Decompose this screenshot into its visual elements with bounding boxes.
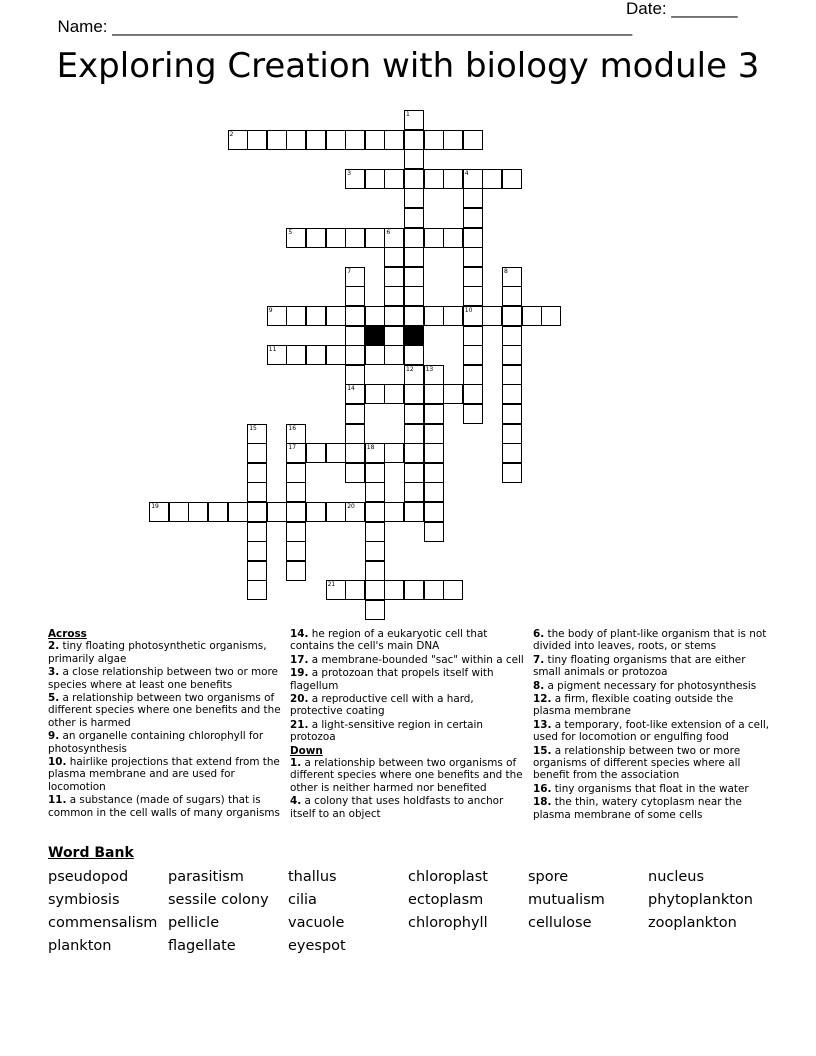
clue-number: 3 bbox=[347, 169, 352, 177]
crossword-cell[interactable] bbox=[502, 267, 522, 287]
crossword-cell[interactable] bbox=[384, 384, 404, 404]
crossword-cell[interactable] bbox=[443, 306, 463, 326]
crossword-cell[interactable] bbox=[247, 130, 267, 150]
clue-number: 14 bbox=[347, 385, 355, 393]
crossword-cell[interactable] bbox=[286, 228, 306, 248]
clue-across-3: 3. a close relationship between two or more species where at least one benefits bbox=[48, 666, 278, 691]
clue-number: 17 bbox=[288, 444, 297, 452]
crossword-cell[interactable] bbox=[169, 502, 189, 522]
crossword-cell[interactable] bbox=[345, 228, 365, 248]
crossword-cell[interactable] bbox=[228, 502, 248, 522]
crossword-cell[interactable] bbox=[502, 345, 522, 365]
crossword-cell[interactable] bbox=[463, 208, 483, 228]
word-bank-item: parasitism bbox=[168, 869, 244, 885]
crossword-cell[interactable] bbox=[404, 228, 424, 248]
crossword-cell[interactable] bbox=[463, 130, 483, 150]
clue-number: 16 bbox=[288, 424, 297, 432]
crossword-cell[interactable] bbox=[404, 130, 424, 150]
word-bank-item: zooplankton bbox=[648, 915, 737, 931]
crossword-cell[interactable] bbox=[267, 345, 287, 365]
crossword-cell[interactable] bbox=[424, 580, 444, 600]
clue-across-2: 2. tiny floating photosynthetic organisms, primarily algae bbox=[48, 640, 267, 665]
crossword-cell[interactable] bbox=[365, 463, 385, 483]
clue-number: 15 bbox=[249, 424, 257, 432]
clue-number: 7 bbox=[347, 267, 352, 275]
crossword-cell[interactable] bbox=[345, 424, 365, 444]
crossword-cell[interactable] bbox=[463, 247, 483, 267]
crossword-cell[interactable] bbox=[443, 228, 463, 248]
crossword-cell[interactable] bbox=[345, 443, 365, 463]
crossword-cell[interactable] bbox=[384, 326, 404, 346]
crossword-cell[interactable] bbox=[404, 306, 424, 326]
clue-across-5: 5. a relationship between two organisms of different species where one benefits and the other is harmed bbox=[48, 692, 281, 729]
crossword-cell[interactable] bbox=[247, 443, 267, 463]
crossword-cell[interactable] bbox=[345, 384, 365, 404]
clue-across-21: 21. a light-sensitive region in certain protozoa bbox=[290, 718, 483, 744]
crossword-cell[interactable] bbox=[345, 463, 365, 483]
crossword-cell[interactable] bbox=[424, 404, 444, 424]
crossword-cell[interactable] bbox=[365, 541, 385, 561]
crossword-cell[interactable] bbox=[345, 306, 365, 326]
crossword-cell[interactable] bbox=[424, 365, 444, 385]
crossword-cell[interactable] bbox=[424, 502, 444, 522]
crossword-cell[interactable] bbox=[345, 286, 365, 306]
crossword-cell[interactable] bbox=[404, 169, 424, 189]
crossword-cell[interactable] bbox=[424, 522, 444, 542]
crossword-cell[interactable] bbox=[404, 247, 424, 267]
crossword-cell[interactable] bbox=[404, 345, 424, 365]
crossword-cell[interactable] bbox=[247, 580, 267, 600]
crossword-cell[interactable] bbox=[345, 365, 365, 385]
crossword-cell[interactable] bbox=[463, 267, 483, 287]
crossword-cell[interactable] bbox=[384, 443, 404, 463]
word-bank-item: chloroplast bbox=[408, 869, 488, 885]
crossword-cell[interactable] bbox=[424, 443, 444, 463]
crossword-cell[interactable] bbox=[502, 424, 522, 444]
crossword-cell[interactable] bbox=[463, 365, 483, 385]
crossword-cell[interactable] bbox=[208, 502, 228, 522]
word-bank-item: spore bbox=[528, 869, 569, 885]
crossword-cell[interactable] bbox=[404, 580, 424, 600]
crossword-cell[interactable] bbox=[404, 384, 424, 404]
crossword-black-cell bbox=[404, 326, 424, 346]
word-bank-item: flagellate bbox=[168, 938, 236, 954]
page-title: Exploring Creation with biology module 3 bbox=[56, 46, 760, 86]
crossword-cell[interactable] bbox=[404, 502, 424, 522]
crossword-cell[interactable] bbox=[522, 306, 542, 326]
clue-down-6: 6. the body of plant-like organism that is not divided into leaves, roots, or stems bbox=[533, 628, 767, 653]
clue-number: 10 bbox=[464, 307, 473, 314]
crossword-cell[interactable] bbox=[326, 580, 346, 600]
crossword-cell[interactable] bbox=[502, 169, 522, 189]
clue-down-4: 4. a colony that uses holdfasts to anchor itself to an object bbox=[290, 795, 504, 820]
crossword-cell[interactable] bbox=[267, 130, 287, 150]
crossword-cell[interactable] bbox=[365, 502, 385, 522]
crossword-cell[interactable] bbox=[424, 424, 444, 444]
crossword-cell[interactable] bbox=[365, 580, 385, 600]
crossword-cell[interactable] bbox=[384, 130, 404, 150]
clue-number: 6 bbox=[386, 228, 391, 236]
crossword-cell[interactable] bbox=[286, 541, 306, 561]
clue-number: 9 bbox=[268, 307, 273, 314]
crossword-cell[interactable] bbox=[404, 188, 424, 208]
date-field: Date: _______ bbox=[626, 0, 738, 18]
crossword-cell[interactable] bbox=[345, 502, 365, 522]
clue-number: 5 bbox=[288, 228, 293, 236]
crossword-cell[interactable] bbox=[306, 306, 326, 326]
crossword-cell[interactable] bbox=[404, 365, 424, 385]
crossword-cell[interactable] bbox=[384, 580, 404, 600]
crossword-cell[interactable] bbox=[247, 463, 267, 483]
clue-across-14: 14. he region of a eukaryotic cell that contains the cell's main DNA bbox=[290, 628, 488, 653]
clue-down-13: 13. a temporary, foot-like extension of a cell, used for locomotion or engulfing food bbox=[533, 718, 770, 744]
crossword-cell[interactable] bbox=[326, 130, 346, 150]
crossword-cell[interactable] bbox=[306, 345, 326, 365]
word-bank-item: symbiosis bbox=[48, 892, 120, 908]
crossword-cell[interactable] bbox=[286, 130, 306, 150]
crossword-cell[interactable] bbox=[482, 306, 502, 326]
crossword-cell[interactable] bbox=[286, 502, 306, 522]
crossword-cell[interactable] bbox=[384, 228, 404, 248]
word-bank-item: sessile colony bbox=[168, 892, 269, 908]
crossword-cell[interactable] bbox=[286, 424, 306, 444]
clue-number: 12 bbox=[406, 365, 414, 373]
crossword-cell[interactable] bbox=[365, 306, 385, 326]
crossword-cell[interactable] bbox=[384, 502, 404, 522]
crossword-cell[interactable] bbox=[463, 384, 483, 404]
crossword-cell[interactable] bbox=[463, 169, 483, 189]
crossword-cell[interactable] bbox=[286, 345, 306, 365]
crossword-cell[interactable] bbox=[443, 384, 463, 404]
crossword-cell[interactable] bbox=[384, 286, 404, 306]
clue-number: 1 bbox=[406, 111, 410, 118]
clues-column-3 bbox=[533, 628, 771, 822]
crossword-cell[interactable] bbox=[247, 502, 267, 522]
clue-number: 18 bbox=[366, 444, 375, 452]
crossword-cell[interactable] bbox=[502, 306, 522, 326]
crossword-cell[interactable] bbox=[384, 247, 404, 267]
crossword-cell[interactable] bbox=[365, 169, 385, 189]
crossword-cell[interactable] bbox=[384, 306, 404, 326]
crossword-cell[interactable] bbox=[247, 541, 267, 561]
crossword-cell[interactable] bbox=[326, 502, 346, 522]
crossword-cell[interactable] bbox=[365, 345, 385, 365]
crossword-cell[interactable] bbox=[326, 306, 346, 326]
crossword-cell[interactable] bbox=[404, 443, 424, 463]
crossword-cell[interactable] bbox=[247, 561, 267, 581]
clue-number: 20 bbox=[347, 503, 355, 510]
clue-down-8: 8. a pigment necessary for photosynthesis bbox=[533, 679, 757, 692]
crossword-cell[interactable] bbox=[404, 267, 424, 287]
crossword-cell[interactable] bbox=[463, 306, 483, 326]
word-bank-item: pseudopod bbox=[48, 869, 129, 885]
clue-number: 11 bbox=[268, 346, 277, 354]
crossword-cell[interactable] bbox=[345, 169, 365, 189]
crossword-cell[interactable] bbox=[306, 228, 326, 248]
name-field: Name: _______________________________________________________ bbox=[57, 17, 633, 36]
crossword-cell[interactable] bbox=[404, 404, 424, 424]
crossword-cell[interactable] bbox=[306, 502, 326, 522]
crossword-cell[interactable] bbox=[286, 443, 306, 463]
crossword-cell[interactable] bbox=[286, 306, 306, 326]
word-bank-item: phytoplankton bbox=[648, 892, 753, 908]
clue-down-15: 15. a relationship between two or more organisms of different species where all benefit from the association bbox=[533, 744, 741, 782]
crossword-cell[interactable] bbox=[424, 130, 444, 150]
crossword-cell[interactable] bbox=[365, 130, 385, 150]
crossword-cell[interactable] bbox=[365, 600, 385, 620]
crossword-cell[interactable] bbox=[502, 365, 522, 385]
word-bank-item: pellicle bbox=[168, 915, 220, 931]
word-bank-item: chlorophyll bbox=[408, 915, 488, 931]
crossword-cell[interactable] bbox=[365, 561, 385, 581]
crossword-cell[interactable] bbox=[424, 482, 444, 502]
clue-across-10: 10. hairlike projections that extend from the plasma membrane and are used for locomotion bbox=[48, 756, 280, 793]
clue-number: 4 bbox=[464, 169, 469, 177]
crossword-cell[interactable] bbox=[306, 130, 326, 150]
crossword-cell[interactable] bbox=[365, 482, 385, 502]
crossword-cell[interactable] bbox=[424, 384, 444, 404]
crossword-cell[interactable] bbox=[345, 130, 365, 150]
crossword-cell[interactable] bbox=[443, 580, 463, 600]
crossword-cell[interactable] bbox=[286, 463, 306, 483]
word-bank-item: thallus bbox=[288, 869, 337, 885]
crossword-cell[interactable] bbox=[365, 522, 385, 542]
word-bank-item: mutualism bbox=[528, 892, 605, 908]
word-bank-title: Word Bank bbox=[48, 845, 134, 861]
crossword-cell[interactable] bbox=[404, 208, 424, 228]
clue-number: 21 bbox=[327, 581, 336, 589]
word-bank-item: plankton bbox=[48, 938, 112, 954]
crossword-cell[interactable] bbox=[345, 580, 365, 600]
crossword-cell[interactable] bbox=[404, 286, 424, 306]
clue-across-17: 17. a membrane-bounded "sac" within a cell bbox=[290, 653, 524, 666]
crossword-cell[interactable] bbox=[365, 228, 385, 248]
crossword-cell[interactable] bbox=[247, 424, 267, 444]
clue-number: 8 bbox=[504, 267, 508, 275]
clues-column-2 bbox=[290, 628, 528, 821]
word-bank-item: commensalism bbox=[48, 915, 158, 931]
crossword-cell[interactable] bbox=[404, 149, 424, 169]
clue-across-11: 11. a substance (made of sugars) that is common in the cell walls of many organisms bbox=[48, 794, 280, 819]
crossword-cell[interactable] bbox=[463, 404, 483, 424]
clue-number: 19 bbox=[151, 503, 159, 510]
crossword-cell[interactable] bbox=[384, 169, 404, 189]
crossword-cell[interactable] bbox=[345, 326, 365, 346]
crossword-cell[interactable] bbox=[345, 404, 365, 424]
word-bank-item: cilia bbox=[288, 892, 317, 908]
crossword-cell[interactable] bbox=[345, 345, 365, 365]
clue-down-16: 16. tiny organisms that float in the water bbox=[533, 782, 749, 795]
crossword-cell[interactable] bbox=[247, 482, 267, 502]
crossword-cell[interactable] bbox=[326, 228, 346, 248]
clue-down-7: 7. tiny floating organisms that are either small animals or protozoa bbox=[533, 653, 746, 679]
crossword-cell[interactable] bbox=[404, 110, 424, 130]
crossword-cell[interactable] bbox=[443, 130, 463, 150]
clue-down-18: 18. the thin, watery cytoplasm near the plasma membrane of some cells bbox=[533, 796, 742, 821]
crossword-cell[interactable] bbox=[424, 306, 444, 326]
clue-across-19: 19. a protozoan that propels itself with flagellum bbox=[290, 667, 494, 692]
crossword-cell[interactable] bbox=[267, 502, 287, 522]
crossword-cell[interactable] bbox=[286, 561, 306, 581]
crossword-cell[interactable] bbox=[286, 522, 306, 542]
crossword-cell[interactable] bbox=[463, 188, 483, 208]
clue-down-12: 12. a firm, flexible coating outside the plasma membrane bbox=[533, 693, 734, 718]
clue-number: 2 bbox=[229, 130, 234, 138]
word-bank-item: eyespot bbox=[288, 938, 346, 954]
crossword-cell[interactable] bbox=[463, 286, 483, 306]
crossword-cell[interactable] bbox=[424, 169, 444, 189]
crossword-cell[interactable] bbox=[463, 345, 483, 365]
clues-column-1 bbox=[48, 628, 286, 820]
crossword-cell[interactable] bbox=[502, 384, 522, 404]
crossword-cell[interactable] bbox=[424, 228, 444, 248]
crossword-cell[interactable] bbox=[345, 267, 365, 287]
crossword-cell[interactable] bbox=[326, 443, 346, 463]
down-heading: Down bbox=[290, 744, 323, 757]
crossword-cell[interactable] bbox=[149, 502, 169, 522]
crossword-cell[interactable] bbox=[306, 443, 326, 463]
word-bank-item: vacuole bbox=[288, 915, 345, 931]
word-bank-item: nucleus bbox=[648, 869, 705, 885]
crossword-cell[interactable] bbox=[502, 404, 522, 424]
crossword-cell[interactable] bbox=[384, 267, 404, 287]
crossword-cell[interactable] bbox=[247, 522, 267, 542]
clue-across-20: 20. a reproductive cell with a hard, protective coating bbox=[290, 693, 474, 718]
clue-number: 13 bbox=[425, 365, 434, 373]
clue-down-1: 1. a relationship between two organisms of different species where one benefits and the other is neither harmed nor benefited bbox=[290, 757, 523, 794]
crossword-cell[interactable] bbox=[365, 443, 385, 463]
crossword-cell[interactable] bbox=[502, 463, 522, 483]
crossword-black-cell bbox=[365, 326, 385, 346]
crossword-cell[interactable] bbox=[463, 228, 483, 248]
crossword-cell[interactable] bbox=[188, 502, 208, 522]
crossword-cell[interactable] bbox=[502, 326, 522, 346]
crossword-cell[interactable] bbox=[463, 326, 483, 346]
crossword-cell[interactable] bbox=[404, 482, 424, 502]
crossword-cell[interactable] bbox=[502, 443, 522, 463]
crossword-cell[interactable] bbox=[326, 345, 346, 365]
crossword-cell[interactable] bbox=[502, 286, 522, 306]
crossword-cell[interactable] bbox=[384, 345, 404, 365]
crossword-cell[interactable] bbox=[286, 482, 306, 502]
crossword-cell[interactable] bbox=[267, 306, 287, 326]
crossword-cell[interactable] bbox=[482, 169, 502, 189]
crossword-cell[interactable] bbox=[228, 130, 248, 150]
crossword-cell[interactable] bbox=[443, 169, 463, 189]
crossword-cell[interactable] bbox=[404, 424, 424, 444]
clue-across-9: 9. an organelle containing chlorophyll for photosynthesis bbox=[48, 730, 264, 755]
crossword-cell[interactable] bbox=[365, 384, 385, 404]
word-bank-item: cellulose bbox=[528, 915, 592, 931]
crossword-cell[interactable] bbox=[404, 463, 424, 483]
crossword-cell[interactable] bbox=[541, 306, 561, 326]
crossword-cell[interactable] bbox=[424, 463, 444, 483]
across-heading: Across bbox=[48, 628, 87, 640]
word-bank-item: ectoplasm bbox=[408, 892, 484, 908]
